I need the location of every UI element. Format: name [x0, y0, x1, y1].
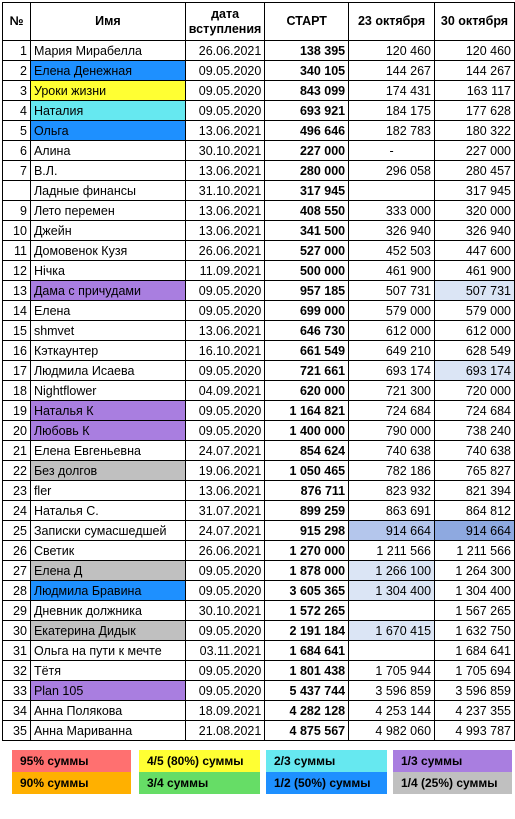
- cell-oct30: 693 174: [435, 361, 515, 381]
- cell-oct23: 184 175: [349, 101, 435, 121]
- table-row: [3, 661, 515, 681]
- cell-start: 1 801 438: [265, 661, 349, 681]
- cell-oct23: 1 304 400: [349, 581, 435, 601]
- legend-item: 95% суммы: [12, 750, 131, 772]
- cell-oct30: 1 211 566: [435, 541, 515, 561]
- cell-oct23: 507 731: [349, 281, 435, 301]
- cell-name: Записки сумасшедшей: [30, 521, 185, 541]
- cell-start: 4 282 128: [265, 701, 349, 721]
- cell-name: Тётя: [30, 661, 185, 681]
- cell-oct23: 296 058: [349, 161, 435, 181]
- cell-num: 24: [3, 501, 31, 521]
- cell-name: Дневник должника: [30, 601, 185, 621]
- cell-oct23: 4 982 060: [349, 721, 435, 741]
- cell-start: 408 550: [265, 201, 349, 221]
- cell-date: 04.09.2021: [185, 381, 265, 401]
- cell-num: [3, 181, 31, 201]
- cell-oct30: 461 900: [435, 261, 515, 281]
- cell-date: 24.07.2021: [185, 441, 265, 461]
- cell-oct23: 1 266 100: [349, 561, 435, 581]
- table-row: [3, 81, 515, 101]
- cell-date: 09.05.2020: [185, 621, 265, 641]
- cell-name: Лето перемен: [30, 201, 185, 221]
- cell-date: 13.06.2021: [185, 161, 265, 181]
- cell-start: 227 000: [265, 141, 349, 161]
- cell-oct23: 461 900: [349, 261, 435, 281]
- cell-date: 26.06.2021: [185, 241, 265, 261]
- cell-date: 26.06.2021: [185, 41, 265, 61]
- cell-oct23: 333 000: [349, 201, 435, 221]
- cell-name: Домовенок Кузя: [30, 241, 185, 261]
- cell-oct30: 320 000: [435, 201, 515, 221]
- table-row: [3, 561, 515, 581]
- cell-num: 11: [3, 241, 31, 261]
- legend-item: 90% суммы: [12, 772, 131, 794]
- cell-oct23: 649 210: [349, 341, 435, 361]
- cell-oct30: 4 237 355: [435, 701, 515, 721]
- cell-oct30: 280 457: [435, 161, 515, 181]
- cell-oct30: 612 000: [435, 321, 515, 341]
- cell-date: 09.05.2020: [185, 401, 265, 421]
- header-row: [3, 3, 515, 41]
- cell-name: Елена Денежная: [30, 61, 185, 81]
- cell-num: 21: [3, 441, 31, 461]
- cell-start: 957 185: [265, 281, 349, 301]
- cell-oct30: 180 322: [435, 121, 515, 141]
- table-row: [3, 421, 515, 441]
- header-oct30: 30 октября: [435, 3, 515, 41]
- cell-oct30: 740 638: [435, 441, 515, 461]
- cell-oct30: 579 000: [435, 301, 515, 321]
- table-row: [3, 121, 515, 141]
- cell-name: Людмила Исаева: [30, 361, 185, 381]
- cell-date: 13.06.2021: [185, 201, 265, 221]
- cell-oct30: 163 117: [435, 81, 515, 101]
- cell-oct23: 3 596 859: [349, 681, 435, 701]
- cell-num: 4: [3, 101, 31, 121]
- cell-name: Дама с причудами: [30, 281, 185, 301]
- cell-name: Без долгов: [30, 461, 185, 481]
- cell-num: 34: [3, 701, 31, 721]
- cell-date: 13.06.2021: [185, 221, 265, 241]
- cell-oct30: 821 394: [435, 481, 515, 501]
- table-row: [3, 481, 515, 501]
- cell-oct30: 738 240: [435, 421, 515, 441]
- header-num: №: [3, 3, 31, 41]
- cell-oct30: 1 304 400: [435, 581, 515, 601]
- table-row: [3, 621, 515, 641]
- cell-name: Наталья К: [30, 401, 185, 421]
- cell-num: 1: [3, 41, 31, 61]
- cell-date: 30.10.2021: [185, 141, 265, 161]
- cell-start: 1 684 641: [265, 641, 349, 661]
- cell-date: 09.05.2020: [185, 681, 265, 701]
- cell-oct23: 174 431: [349, 81, 435, 101]
- cell-oct23: 863 691: [349, 501, 435, 521]
- cell-name: Екатерина Дидык: [30, 621, 185, 641]
- cell-oct23: 144 267: [349, 61, 435, 81]
- cell-start: 280 000: [265, 161, 349, 181]
- cell-oct30: 765 827: [435, 461, 515, 481]
- cell-date: 13.06.2021: [185, 121, 265, 141]
- cell-start: 693 921: [265, 101, 349, 121]
- table-row: [3, 641, 515, 661]
- cell-name: Светик: [30, 541, 185, 561]
- cell-num: 18: [3, 381, 31, 401]
- legend-item: 2/3 суммы: [266, 750, 387, 772]
- legend-item: 4/5 (80%) суммы: [139, 750, 260, 772]
- cell-num: 25: [3, 521, 31, 541]
- legend-item: 1/4 (25%) суммы: [393, 772, 512, 794]
- table-row: [3, 301, 515, 321]
- cell-oct30: 724 684: [435, 401, 515, 421]
- cell-num: 26: [3, 541, 31, 561]
- table-row: [3, 361, 515, 381]
- cell-oct23: 693 174: [349, 361, 435, 381]
- cell-start: 1 050 465: [265, 461, 349, 481]
- cell-start: 500 000: [265, 261, 349, 281]
- cell-oct30: 507 731: [435, 281, 515, 301]
- cell-start: 646 730: [265, 321, 349, 341]
- cell-name: Plan 105: [30, 681, 185, 701]
- table-row: [3, 181, 515, 201]
- cell-num: 16: [3, 341, 31, 361]
- cell-name: Мария Мирабелла: [30, 41, 185, 61]
- cell-num: 5: [3, 121, 31, 141]
- cell-start: 4 875 567: [265, 721, 349, 741]
- table-row: [3, 221, 515, 241]
- cell-num: 3: [3, 81, 31, 101]
- cell-oct23: 782 186: [349, 461, 435, 481]
- table-row: [3, 201, 515, 221]
- table-row: [3, 161, 515, 181]
- cell-start: 341 500: [265, 221, 349, 241]
- cell-start: 915 298: [265, 521, 349, 541]
- cell-name: Любовь К: [30, 421, 185, 441]
- legend-item: 1/3 суммы: [393, 750, 512, 772]
- cell-start: 2 191 184: [265, 621, 349, 641]
- cell-oct23: 452 503: [349, 241, 435, 261]
- cell-num: 10: [3, 221, 31, 241]
- cell-num: 17: [3, 361, 31, 381]
- cell-start: 699 000: [265, 301, 349, 321]
- cell-oct23: 1 705 944: [349, 661, 435, 681]
- cell-date: 09.05.2020: [185, 81, 265, 101]
- cell-start: 5 437 744: [265, 681, 349, 701]
- table-row: [3, 701, 515, 721]
- cell-name: Кэткаунтер: [30, 341, 185, 361]
- cell-name: Елена Д: [30, 561, 185, 581]
- cell-name: Анна Полякова: [30, 701, 185, 721]
- cell-start: 496 646: [265, 121, 349, 141]
- cell-oct23: 4 253 144: [349, 701, 435, 721]
- cell-oct23: 823 932: [349, 481, 435, 501]
- cell-oct23: 326 940: [349, 221, 435, 241]
- cell-name: Людмила Бравина: [30, 581, 185, 601]
- cell-oct23: 790 000: [349, 421, 435, 441]
- cell-start: 138 395: [265, 41, 349, 61]
- cell-oct23: 1 211 566: [349, 541, 435, 561]
- cell-start: 661 549: [265, 341, 349, 361]
- cell-date: 09.05.2020: [185, 101, 265, 121]
- cell-num: 13: [3, 281, 31, 301]
- cell-name: Джейн: [30, 221, 185, 241]
- cell-num: 35: [3, 721, 31, 741]
- cell-name: Наталья С.: [30, 501, 185, 521]
- cell-num: 7: [3, 161, 31, 181]
- cell-oct23: 1 670 415: [349, 621, 435, 641]
- cell-oct23: [349, 601, 435, 621]
- cell-num: 28: [3, 581, 31, 601]
- cell-start: 1 270 000: [265, 541, 349, 561]
- cell-num: 19: [3, 401, 31, 421]
- cell-num: 23: [3, 481, 31, 501]
- cell-oct23: -: [349, 141, 435, 161]
- cell-oct30: 1 705 694: [435, 661, 515, 681]
- cell-oct30: 144 267: [435, 61, 515, 81]
- cell-date: 09.05.2020: [185, 561, 265, 581]
- table-row: [3, 441, 515, 461]
- header-date: дата вступления: [185, 3, 265, 41]
- cell-date: 30.10.2021: [185, 601, 265, 621]
- cell-num: 14: [3, 301, 31, 321]
- cell-name: В.Л.: [30, 161, 185, 181]
- table-row: [3, 461, 515, 481]
- cell-oct30: 3 596 859: [435, 681, 515, 701]
- cell-start: 854 624: [265, 441, 349, 461]
- table-row: [3, 141, 515, 161]
- table-row: [3, 401, 515, 421]
- header-name: Имя: [30, 3, 185, 41]
- cell-start: 3 605 365: [265, 581, 349, 601]
- cell-name: shmvet: [30, 321, 185, 341]
- cell-start: 899 259: [265, 501, 349, 521]
- cell-oct23: 740 638: [349, 441, 435, 461]
- cell-date: 09.05.2020: [185, 301, 265, 321]
- cell-oct23: [349, 641, 435, 661]
- cell-oct30: 1 264 300: [435, 561, 515, 581]
- cell-start: 876 711: [265, 481, 349, 501]
- cell-start: 843 099: [265, 81, 349, 101]
- cell-oct30: 1 567 265: [435, 601, 515, 621]
- cell-date: 09.05.2020: [185, 281, 265, 301]
- cell-oct30: 864 812: [435, 501, 515, 521]
- cell-oct23: 120 460: [349, 41, 435, 61]
- table-row: [3, 41, 515, 61]
- table-row: [3, 101, 515, 121]
- participants-table: [2, 2, 515, 741]
- table-row: [3, 381, 515, 401]
- table-row: [3, 61, 515, 81]
- cell-date: 19.06.2021: [185, 461, 265, 481]
- table-row: [3, 681, 515, 701]
- cell-date: 09.05.2020: [185, 581, 265, 601]
- table-row: [3, 321, 515, 341]
- cell-date: 21.08.2021: [185, 721, 265, 741]
- cell-oct23: 182 783: [349, 121, 435, 141]
- cell-start: 527 000: [265, 241, 349, 261]
- cell-oct30: 227 000: [435, 141, 515, 161]
- cell-name: fler: [30, 481, 185, 501]
- cell-date: 09.05.2020: [185, 421, 265, 441]
- cell-num: 30: [3, 621, 31, 641]
- cell-date: 16.10.2021: [185, 341, 265, 361]
- table-row: [3, 601, 515, 621]
- cell-start: 1 400 000: [265, 421, 349, 441]
- cell-date: 26.06.2021: [185, 541, 265, 561]
- cell-date: 09.05.2020: [185, 661, 265, 681]
- cell-name: Уроки жизни: [30, 81, 185, 101]
- table-row: [3, 501, 515, 521]
- cell-num: 31: [3, 641, 31, 661]
- table-row: [3, 261, 515, 281]
- cell-oct30: 177 628: [435, 101, 515, 121]
- cell-date: 09.05.2020: [185, 361, 265, 381]
- cell-num: 33: [3, 681, 31, 701]
- cell-num: 9: [3, 201, 31, 221]
- cell-oct30: 326 940: [435, 221, 515, 241]
- cell-oct23: 579 000: [349, 301, 435, 321]
- table-row: [3, 241, 515, 261]
- cell-start: 317 945: [265, 181, 349, 201]
- cell-name: Ладные финансы: [30, 181, 185, 201]
- cell-date: 18.09.2021: [185, 701, 265, 721]
- table-row: [3, 541, 515, 561]
- cell-num: 32: [3, 661, 31, 681]
- cell-name: Наталия: [30, 101, 185, 121]
- cell-name: Елена Евгеньевна: [30, 441, 185, 461]
- cell-start: 1 878 000: [265, 561, 349, 581]
- legend-item: 1/2 (50%) суммы: [266, 772, 387, 794]
- cell-name: Анна Мариванна: [30, 721, 185, 741]
- cell-num: 15: [3, 321, 31, 341]
- cell-date: 09.05.2020: [185, 61, 265, 81]
- cell-num: 12: [3, 261, 31, 281]
- cell-oct23: 914 664: [349, 521, 435, 541]
- cell-date: 31.10.2021: [185, 181, 265, 201]
- cell-name: Ольга: [30, 121, 185, 141]
- cell-start: 620 000: [265, 381, 349, 401]
- cell-oct30: 1 632 750: [435, 621, 515, 641]
- header-oct23: 23 октября: [349, 3, 435, 41]
- cell-name: Nightflower: [30, 381, 185, 401]
- table-row: [3, 581, 515, 601]
- cell-oct30: 1 684 641: [435, 641, 515, 661]
- cell-date: 03.11.2021: [185, 641, 265, 661]
- cell-date: 13.06.2021: [185, 321, 265, 341]
- cell-name: Елена: [30, 301, 185, 321]
- cell-num: 2: [3, 61, 31, 81]
- cell-oct23: 612 000: [349, 321, 435, 341]
- cell-date: 31.07.2021: [185, 501, 265, 521]
- cell-oct23: [349, 181, 435, 201]
- color-legend: [12, 750, 512, 798]
- cell-date: 13.06.2021: [185, 481, 265, 501]
- cell-name: Алина: [30, 141, 185, 161]
- cell-start: 1 164 821: [265, 401, 349, 421]
- cell-oct30: 914 664: [435, 521, 515, 541]
- table-row: [3, 521, 515, 541]
- cell-start: 721 661: [265, 361, 349, 381]
- cell-oct23: 721 300: [349, 381, 435, 401]
- cell-num: 27: [3, 561, 31, 581]
- table-row: [3, 341, 515, 361]
- cell-name: Ольга на пути к мечте: [30, 641, 185, 661]
- cell-oct30: 4 993 787: [435, 721, 515, 741]
- cell-oct30: 720 000: [435, 381, 515, 401]
- cell-num: 22: [3, 461, 31, 481]
- cell-oct23: 724 684: [349, 401, 435, 421]
- cell-date: 24.07.2021: [185, 521, 265, 541]
- cell-oct30: 317 945: [435, 181, 515, 201]
- cell-oct30: 628 549: [435, 341, 515, 361]
- legend-item: 3/4 суммы: [139, 772, 260, 794]
- cell-date: 11.09.2021: [185, 261, 265, 281]
- table-row: [3, 721, 515, 741]
- cell-oct30: 120 460: [435, 41, 515, 61]
- cell-start: 1 572 265: [265, 601, 349, 621]
- cell-num: 20: [3, 421, 31, 441]
- cell-num: 29: [3, 601, 31, 621]
- header-start: СТАРТ: [265, 3, 349, 41]
- table-row: [3, 281, 515, 301]
- cell-name: Нічка: [30, 261, 185, 281]
- cell-start: 340 105: [265, 61, 349, 81]
- cell-oct30: 447 600: [435, 241, 515, 261]
- cell-num: 6: [3, 141, 31, 161]
